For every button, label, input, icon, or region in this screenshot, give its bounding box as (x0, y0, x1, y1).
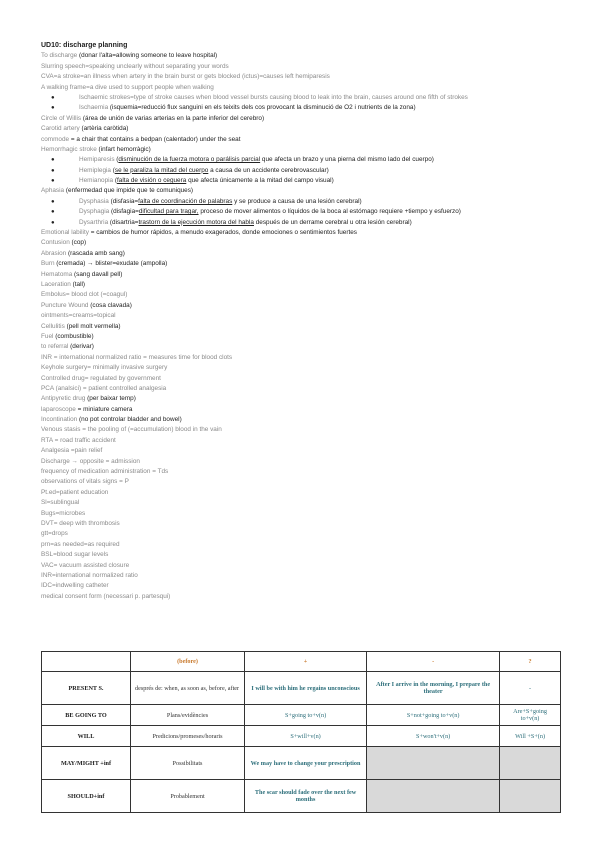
vocab-term: Antipyretic drug (41, 395, 86, 403)
vocab-definition: = blood clot (=coagul) (65, 291, 128, 299)
vocab-term: laparoscope (41, 405, 76, 413)
vocab-term: Venous stasis (41, 426, 81, 434)
vocab-term: Puncture Wound (41, 301, 89, 309)
vocab-definition: (per baixar temp) (85, 395, 136, 403)
negative-cell: S+not+going to+v(n) (367, 705, 500, 726)
vocab-definition: que afecta únicamente a la mitad del campo visual) (186, 177, 334, 185)
vocab-definition: que afecta un brazo y una pierna del mismo lado del cuerpo) (260, 156, 434, 164)
bullet-icon: ● (51, 209, 55, 216)
vocab-line (41, 540, 561, 550)
vocab-definition: → opposite = admission (69, 457, 140, 465)
vocab-definition: = deep with thrombosis (53, 519, 120, 527)
bullet-item (41, 166, 561, 176)
header-cell-before: (before) (131, 652, 245, 672)
vocab-line (41, 581, 561, 591)
vocab-term: RTA (41, 436, 53, 444)
table-row (42, 747, 561, 780)
question-cell-empty (500, 747, 561, 780)
vocab-term: Ischaemia (79, 104, 109, 112)
bullet-item (41, 103, 561, 113)
document-page (41, 41, 561, 602)
vocab-line (41, 342, 561, 352)
bullet-icon: ● (51, 198, 55, 205)
document-title: UD10: discharge planning (41, 42, 128, 49)
table-row (42, 672, 561, 705)
vocab-line (41, 415, 561, 425)
vocab-line (41, 332, 561, 342)
vocab-term: Ischaemic strokes (79, 93, 131, 101)
vocab-term: Emotional lability (41, 229, 89, 237)
header-cell-negative: - (367, 652, 500, 672)
vocab-definition: (cosa clavada) (88, 301, 132, 309)
vocab-line (41, 322, 561, 332)
vocab-term: Hematoma (41, 270, 73, 278)
vocab-line (41, 311, 561, 321)
bullet-item (41, 197, 561, 207)
vocab-line (41, 561, 561, 571)
vocab-definition: =speaking unclearly without separating your words (85, 62, 229, 70)
vocab-definition: = a chair that contains a bedpan (calentador) under the seat (69, 135, 241, 143)
vocab-line (41, 145, 561, 155)
question-cell: - (500, 672, 561, 705)
vocab-term: prn (41, 540, 51, 548)
vocab-definition: después de un derrame cerebral u otra lesión cerebral) (253, 218, 412, 226)
bullet-item (41, 155, 561, 165)
vocab-definition: (isquemia=reducció flux sanguini en els teixits dels cos provocant la disminució de O2 i nutrients de la zona) (108, 104, 416, 112)
vocab-line (41, 457, 561, 467)
vocab-line (41, 519, 561, 529)
vocab-line (41, 83, 561, 93)
vocab-term: Hemianopia (79, 177, 114, 185)
vocab-term: Discharge (41, 457, 70, 465)
vocab-term: Laceration (41, 280, 71, 288)
vocab-term: DVT (41, 519, 54, 527)
vocab-line (41, 62, 561, 72)
vocab-definition: (disfagia= (109, 208, 139, 216)
vocab-definition: = miniature camera (75, 405, 133, 413)
vocab-line (41, 509, 561, 519)
vocab-definition: (sang davall pell) (72, 270, 123, 278)
vocab-definition: (cop) (69, 239, 87, 247)
positive-cell: S+will+v(n) (245, 726, 367, 747)
vocab-definition: (cremada) → blister=exudate (ampolla) (54, 260, 168, 268)
vocab-term: PCA (41, 384, 54, 392)
vocab-term: INR (41, 353, 53, 361)
underlined-definition: trastorn de la ejecución motora del habla (138, 218, 254, 226)
bullet-icon: ● (51, 94, 55, 101)
bullet-icon: ● (51, 167, 55, 174)
positive-cell: S+going to+v(n) (245, 705, 367, 726)
vocab-line (41, 571, 561, 581)
vocab-definition: (área de unión de varias arterias en la parte inferior del cerebro) (81, 114, 265, 122)
vocab-term: Contusion (41, 239, 70, 247)
vocab-line (41, 270, 561, 280)
vocab-line-aphasia (41, 186, 561, 196)
vocab-definition: (disfasia= (108, 197, 139, 205)
vocab-term: INR (41, 571, 53, 579)
table-header-row (42, 652, 561, 672)
vocab-term: Burn (41, 260, 55, 268)
vocab-term: Dysphagia (79, 208, 110, 216)
positive-cell: The scar should fade over the next few months (245, 780, 367, 813)
vocab-definition: y se produce a causa de una lesión cerebral) (232, 197, 362, 205)
vocab-definition: = road traffic accident (52, 436, 116, 444)
vocab-line (41, 592, 561, 602)
positive-cell: We may have to change your prescription (245, 747, 367, 780)
header-cell-empty (42, 652, 131, 672)
vocab-line (41, 51, 561, 61)
vocab-definition: (no pot controlar bladder and bowel) (77, 416, 182, 424)
row-label: WILL (42, 726, 131, 747)
vocab-line (41, 238, 561, 248)
usage-cell: després de: when, as soon as, before, after (131, 672, 245, 705)
vocab-definition: =patient education (55, 488, 109, 496)
vocab-term: gtt (41, 530, 49, 538)
vocab-definition: = the pooling of (=accumulation) blood in the vain (80, 426, 222, 434)
vocab-definition: =blood sugar levels (53, 551, 109, 559)
bullet-item (41, 176, 561, 186)
vocab-definition: =drops (48, 530, 68, 538)
vocab-definition: = Tds (150, 468, 169, 476)
vocab-line (41, 550, 561, 560)
underlined-definition: falta de coordinación de palabras (138, 197, 233, 205)
vocab-line (41, 301, 561, 311)
vocab-definition: a causa de un accidente cerebrovascular) (208, 166, 329, 174)
positive-cell: I will be with him he regains unconscious (245, 672, 367, 705)
negative-cell-empty (367, 780, 500, 813)
vocab-line (41, 280, 561, 290)
bullet-icon: ● (51, 219, 55, 226)
vocab-definition: = international normalized ratio = measures time for blood clots (52, 353, 233, 361)
negative-cell: S+won't+v(n) (367, 726, 500, 747)
vocab-line (41, 477, 561, 487)
row-label: PRESENT S. (42, 672, 131, 705)
table-row (42, 705, 561, 726)
vocab-definition: (donar l'alta=allowing someone to leave hospital) (77, 52, 218, 60)
vocab-term: Bugs (41, 509, 56, 517)
underlined-definition: se le paraliza la mitad del cuerpo (114, 166, 209, 174)
question-cell-empty (500, 780, 561, 813)
vocab-definition: (necessari p. partesqui) (101, 592, 171, 600)
vocab-definition: =a dive used to support people when walking (86, 83, 214, 91)
vocab-line (41, 498, 561, 508)
vocab-term: Hemiplegia (79, 166, 111, 174)
vocab-line (41, 467, 561, 477)
vocab-term: Slurring speech (41, 62, 86, 70)
vocab-term: ointments (41, 312, 69, 320)
vocab-definition: ( (114, 156, 119, 164)
vocab-definition: ( (110, 166, 115, 174)
grammar-table (41, 651, 561, 813)
vocab-definition: =creams=topical (68, 312, 116, 320)
vocab-term: Dysphasia (79, 197, 109, 205)
vocab-definition: (tall) (70, 280, 86, 288)
vocab-line (41, 436, 561, 446)
vocab-definition: = minimally invasive surgery (87, 364, 168, 372)
vocab-line (41, 124, 561, 134)
vocab-term: Pt.ed (41, 488, 56, 496)
vocab-term: Incontination (41, 416, 78, 424)
vocab-line (41, 374, 561, 384)
vocab-definition: (analsici) = patient controlled analgesia (53, 384, 167, 392)
vocab-line (41, 446, 561, 456)
vocab-term: observations of vitals signs (41, 478, 118, 486)
vocab-term: to referral (41, 343, 69, 351)
bullet-icon: ● (51, 157, 55, 164)
vocab-term: frequency of medication administration (41, 468, 151, 476)
underlined-definition: disminución de la fuerza motora o parálisis parcial (118, 156, 261, 164)
bullet-item (41, 93, 561, 103)
vocab-term: Circle of Willis (41, 114, 82, 122)
vocab-term: CVA (41, 73, 54, 81)
row-label: BE GOING TO (42, 705, 131, 726)
vocab-definition: (artèria caròtida) (79, 125, 129, 133)
vocab-definition: (infart hemorràgic) (96, 145, 151, 153)
vocab-line (41, 72, 561, 82)
header-cell-question: ? (500, 652, 561, 672)
vocab-definition: =a stroke=an illness when artery in the brain burst or gets blocked (ictus)=causes left hemiparesis (53, 73, 330, 81)
vocab-definition: =microbes (55, 509, 86, 517)
vocab-line (41, 135, 561, 145)
vocab-term: Cellulitis (41, 322, 65, 330)
vocab-term: Aphasia (41, 187, 65, 195)
bullet-icon: ● (51, 105, 55, 112)
vocab-definition: =indwelling catheter (52, 582, 109, 590)
vocab-line (41, 394, 561, 404)
vocab-term: Embolus (41, 291, 66, 299)
vocab-line (41, 249, 561, 259)
vocab-line (41, 529, 561, 539)
vocab-definition: (pell molt vermella) (64, 322, 121, 330)
table-row (42, 780, 561, 813)
vocab-term: Abrasion (41, 249, 67, 257)
vocab-line (41, 290, 561, 300)
vocab-definition: = vacuum assisted closure (53, 561, 130, 569)
vocab-definition: =international normalized ratio (52, 571, 138, 579)
vocab-definition: = cambios de humor rápidos, a menudo exagerados, donde emociones o sentimientos fuertes (88, 229, 357, 237)
vocab-line (41, 353, 561, 363)
row-label: SHOULD+inf (42, 780, 131, 813)
vocab-term: Dysarthria (79, 218, 109, 226)
negative-cell: After I arrive in the morning, I prepare the theater (367, 672, 500, 705)
negative-cell-empty (367, 747, 500, 780)
question-cell: Are+S+going to+v(n) (500, 705, 561, 726)
vocab-definition: (enfermedad que impide que te comuniques) (64, 187, 194, 195)
vocab-term: Sl (41, 499, 47, 507)
usage-cell: Predicions/promeses/horaris (131, 726, 245, 747)
underlined-definition: falta de visión o ceguera (117, 177, 187, 185)
vocab-term: BSL (41, 551, 54, 559)
vocab-term: Controlled drug (41, 374, 85, 382)
underlined-definition: dificultad para tragar, (138, 208, 199, 216)
vocab-term: Hemiparesis (79, 156, 115, 164)
table-row (42, 726, 561, 747)
vocab-term: medical consent form (41, 592, 102, 600)
vocab-term: VAC (41, 561, 54, 569)
vocab-definition: ( (113, 177, 118, 185)
vocab-line (41, 488, 561, 498)
vocab-line (41, 425, 561, 435)
vocab-term: Analgesia (41, 447, 70, 455)
vocab-definition: (rascada amb sang) (66, 249, 125, 257)
usage-cell: Plans/evidències (131, 705, 245, 726)
vocab-definition: =type of stroke causes when blood vessel bursts causing blood to leak into the brain, causes around one fifth of strokes (130, 93, 468, 101)
question-cell: Will +S+(n) (500, 726, 561, 747)
vocab-term: Fuel (41, 332, 54, 340)
vocab-definition: (derivar) (68, 343, 94, 351)
vocab-line (41, 363, 561, 373)
vocab-term: A walking frame (41, 83, 87, 91)
vocab-definition: =sublingual (46, 499, 80, 507)
vocab-line (41, 114, 561, 124)
vocab-term: Carotid artery (41, 125, 80, 133)
vocab-definition: =as needed=as required (50, 540, 120, 548)
bullet-item (41, 207, 561, 217)
vocab-term: Keyhole surgery (41, 364, 88, 372)
vocab-line (41, 384, 561, 394)
bullet-item (41, 218, 561, 228)
vocab-term: Hemorrhagic stroke (41, 145, 97, 153)
row-label: MAY/MIGHT +inf (42, 747, 131, 780)
vocab-line (41, 228, 561, 238)
usage-cell: Possibilitats (131, 747, 245, 780)
bullet-icon: ● (51, 178, 55, 185)
vocab-definition: = regulated by government (84, 374, 161, 382)
vocab-definition: proceso de mover alimentos o líquidos de la boca al estómago requiere +tiempo y esfuerzo) (198, 208, 461, 216)
vocab-definition: (combustible) (53, 332, 94, 340)
vocab-line (41, 405, 561, 415)
vocab-term: To discharge (41, 52, 78, 60)
vocab-definition: = P (117, 478, 129, 486)
vocab-definition: =pain relief (69, 447, 103, 455)
usage-cell: Probablement (131, 780, 245, 813)
vocab-definition: (disartria= (108, 218, 139, 226)
vocab-term: IDC (41, 582, 53, 590)
vocab-term: commode (41, 135, 70, 143)
header-cell-positive: + (245, 652, 367, 672)
vocab-line (41, 259, 561, 269)
